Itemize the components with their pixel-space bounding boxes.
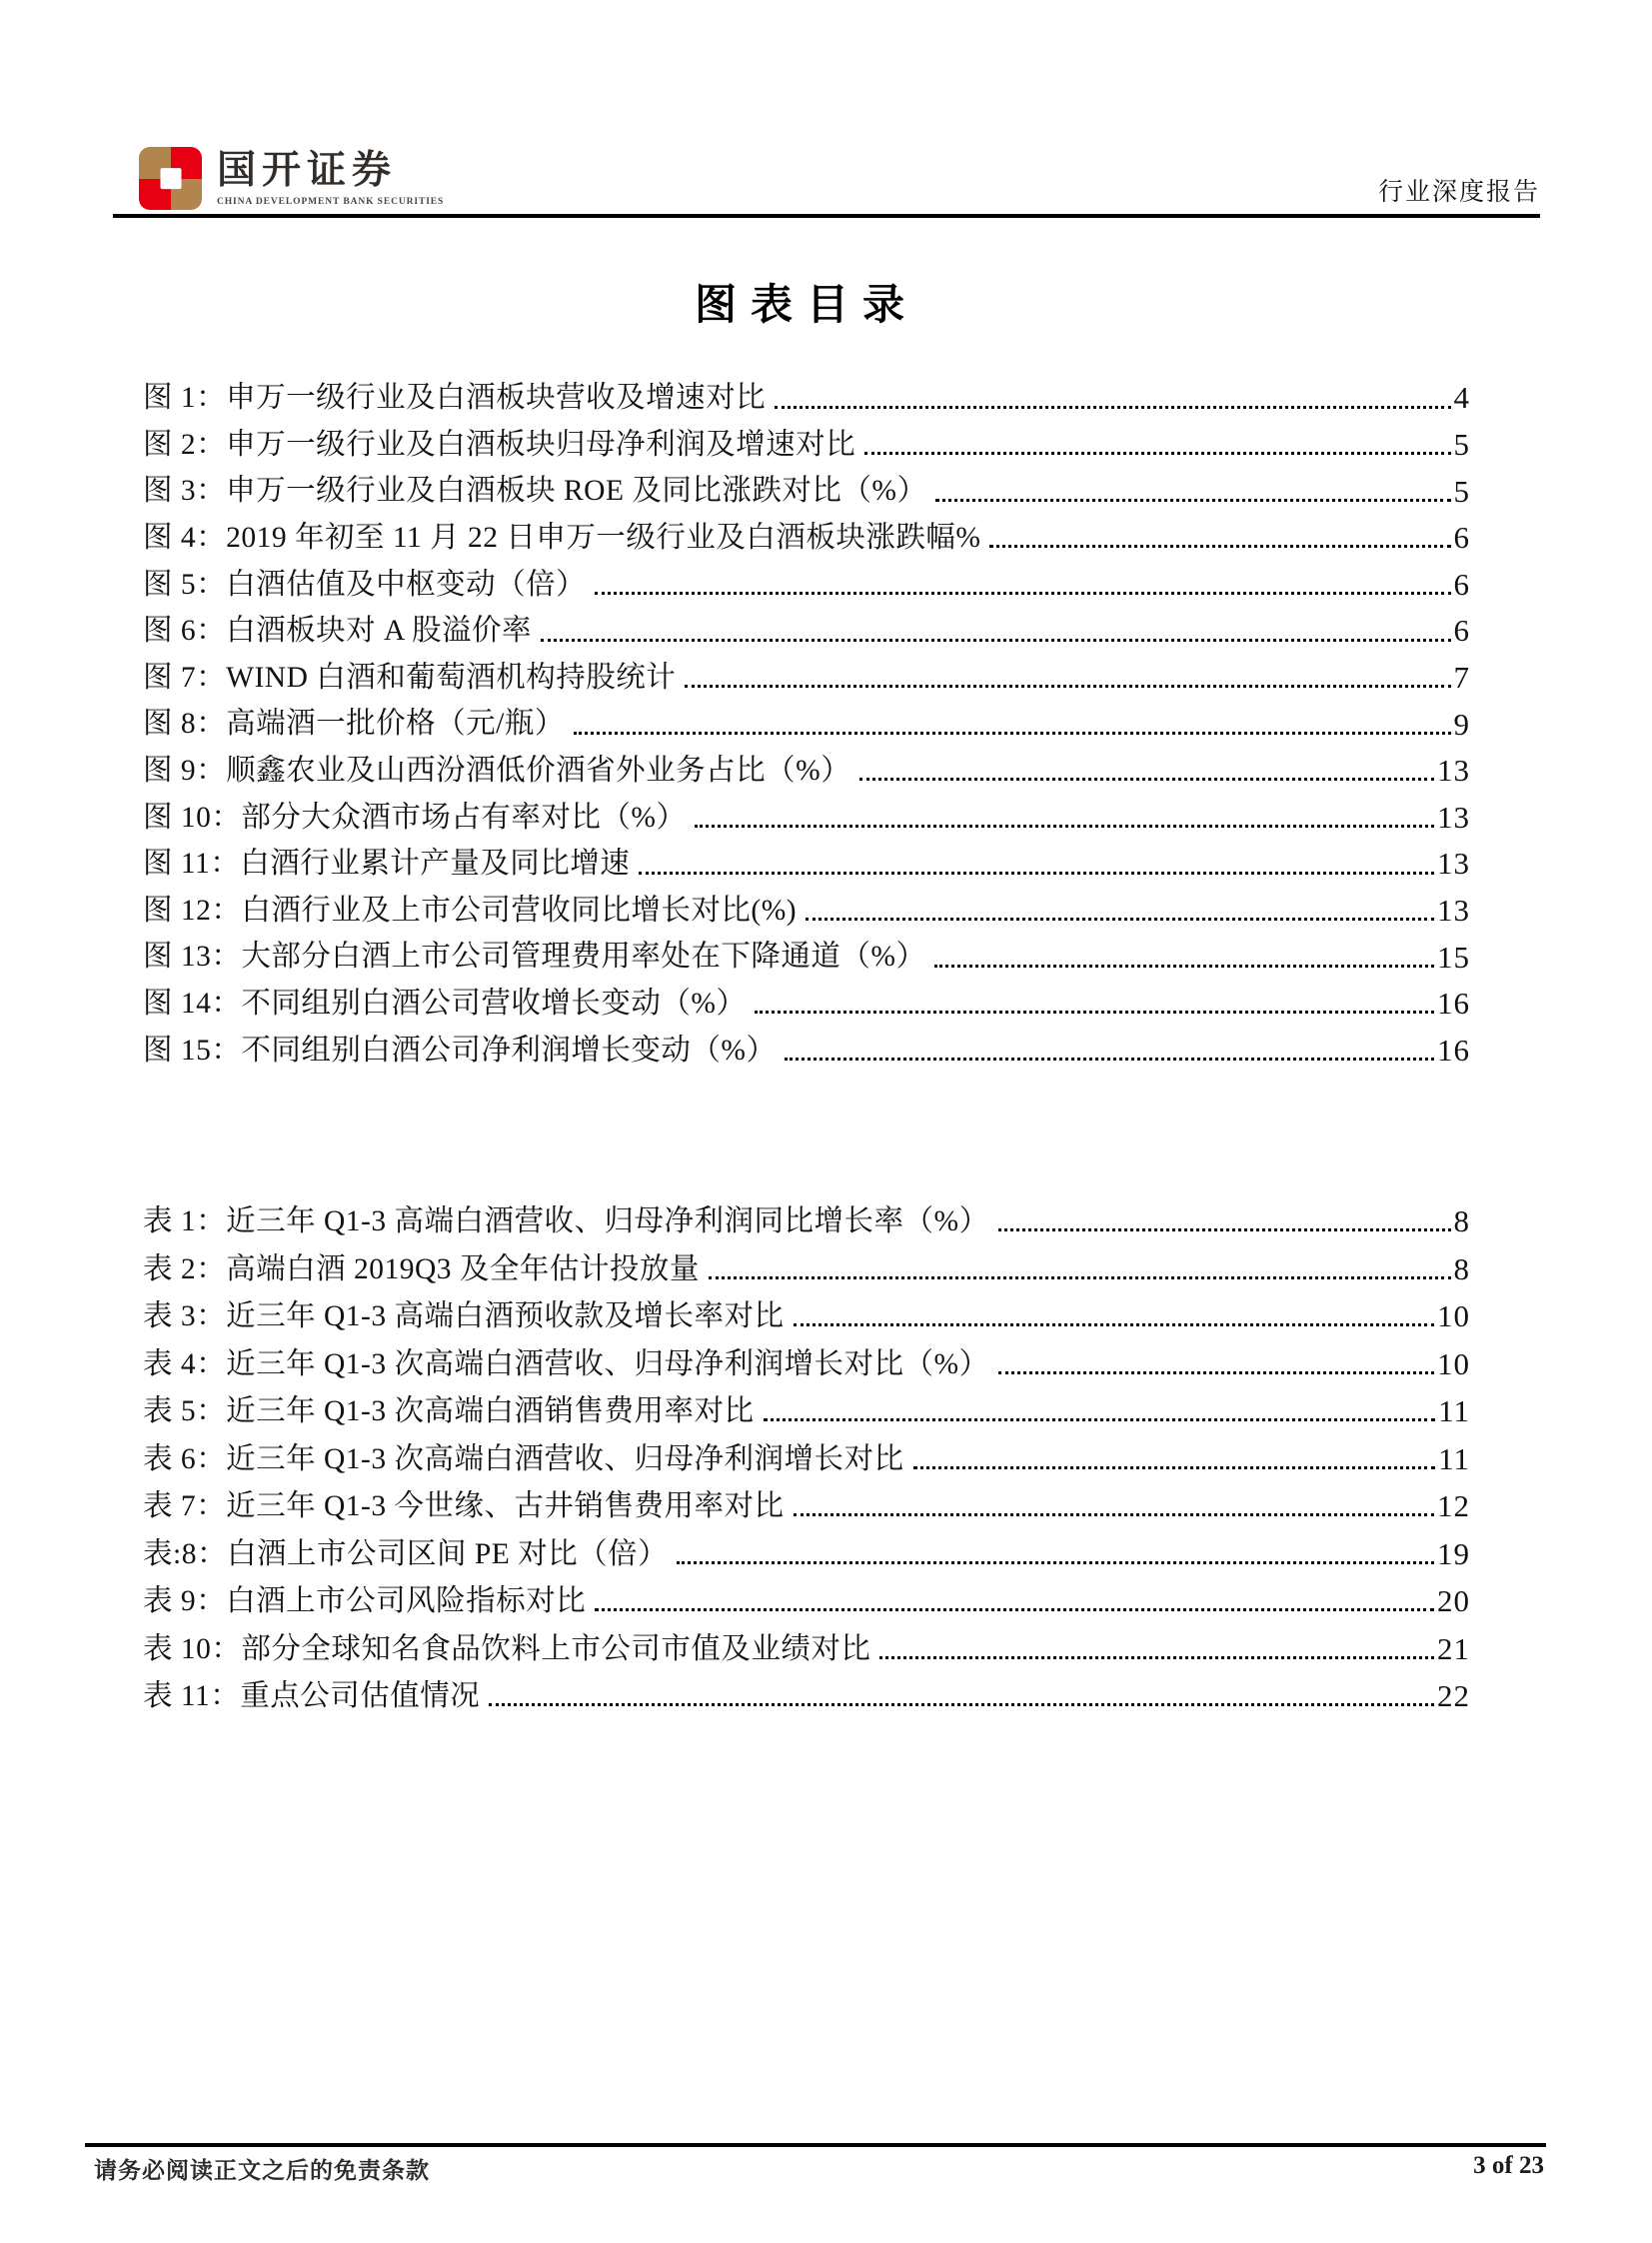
toc-entry-page-number: 8: [1453, 1203, 1470, 1239]
figures-toc-list: [143, 370, 1470, 1069]
toc-table-entry[interactable]: [143, 1192, 1470, 1240]
dot-leader: [806, 918, 1434, 921]
toc-figure-entry[interactable]: [143, 976, 1470, 1023]
dot-leader: [935, 499, 1450, 502]
dot-leader: [595, 1608, 1434, 1611]
toc-figure-entry[interactable]: [143, 789, 1470, 836]
toc-entry-page-number: 12: [1437, 1488, 1470, 1524]
toc-entry-label: 图 3：申万一级行业及白酒板块 ROE 及同比涨跌对比（%）: [143, 475, 927, 508]
footer-page-indicator: 3 of 23: [1473, 2152, 1544, 2179]
dot-leader: [998, 1371, 1434, 1374]
toc-figure-entry[interactable]: [143, 417, 1470, 464]
toc-entry-page-number: 11: [1438, 1393, 1470, 1429]
dot-leader: [709, 1276, 1451, 1279]
brand-name-en: CHINA DEVELOPMENT BANK SECURITIES: [217, 196, 445, 207]
dot-leader: [794, 1323, 1434, 1326]
toc-content: [143, 0, 1470, 1714]
toc-entry-page-number: 13: [1437, 799, 1470, 835]
brand-name-cn: 国开证券: [217, 148, 398, 192]
toc-figure-entry[interactable]: [143, 463, 1470, 510]
dot-leader: [677, 1561, 1434, 1564]
toc-entry-page-number: 4: [1453, 380, 1470, 416]
toc-table-entry[interactable]: [143, 1382, 1470, 1430]
toc-table-entry[interactable]: [143, 1429, 1470, 1477]
toc-entry-page-number: 10: [1437, 1345, 1470, 1381]
toc-table-entry[interactable]: [143, 1572, 1470, 1620]
dot-leader: [859, 778, 1434, 781]
toc-entry-label: 图 13：大部分白酒上市公司管理费用率处在下降通道（%）: [143, 941, 926, 974]
report-type-label: 行业深度报告: [1377, 179, 1540, 206]
toc-table-entry[interactable]: [143, 1619, 1470, 1667]
page-footer: [85, 2143, 1546, 2185]
toc-entry-page-number: 9: [1453, 706, 1470, 742]
toc-entry-label: 图 4：2019 年初至 11 月 22 日申万一级行业及白酒板块涨跌幅%: [143, 521, 981, 554]
dot-leader: [685, 685, 1450, 688]
toc-entry-label: 图 7：WIND 白酒和葡萄酒机构持股统计: [143, 661, 677, 694]
toc-entry-page-number: 13: [1437, 753, 1470, 789]
toc-figure-entry[interactable]: [143, 696, 1470, 743]
toc-entry-page-number: 6: [1453, 566, 1470, 602]
toc-entry-label: 表:8：白酒上市公司区间 PE 对比（倍）: [143, 1537, 669, 1570]
toc-entry-label: 图 5：白酒估值及中枢变动（倍）: [143, 568, 587, 601]
toc-figure-entry[interactable]: [143, 929, 1470, 976]
toc-entry-page-number: 13: [1437, 846, 1470, 882]
footer-disclaimer: 请务必阅读正文之后的免责条款: [94, 2158, 430, 2183]
toc-figure-entry[interactable]: [143, 836, 1470, 883]
toc-table-entry[interactable]: [143, 1667, 1470, 1715]
toc-entry-label: 表 1：近三年 Q1-3 高端白酒营收、归母净利润同比增长率（%）: [143, 1205, 989, 1238]
toc-entry-page-number: 19: [1437, 1535, 1470, 1571]
toc-entry-label: 表 7：近三年 Q1-3 今世缘、古井销售费用率对比: [143, 1490, 785, 1523]
toc-figure-entry[interactable]: [143, 883, 1470, 930]
dot-leader: [879, 1656, 1434, 1659]
toc-entry-page-number: 8: [1453, 1250, 1470, 1286]
toc-entry-label: 图 11：白酒行业累计产量及同比增速: [143, 848, 631, 881]
toc-figure-entry[interactable]: [143, 743, 1470, 790]
toc-entry-label: 表 5：近三年 Q1-3 次高端白酒销售费用率对比: [143, 1395, 755, 1428]
dot-leader: [794, 1513, 1434, 1516]
toc-entry-page-number: 10: [1437, 1298, 1470, 1334]
page-title: 图表目录: [694, 283, 918, 329]
dot-leader: [695, 825, 1434, 828]
toc-entry-label: 表 3：近三年 Q1-3 高端白酒预收款及增长率对比: [143, 1300, 785, 1333]
dot-leader: [785, 1058, 1434, 1061]
dot-leader: [755, 1011, 1434, 1014]
toc-entry-page-number: 21: [1437, 1630, 1470, 1666]
toc-entry-label: 表 2：高端白酒 2019Q3 及全年估计投放量: [143, 1252, 700, 1285]
toc-figure-entry[interactable]: [143, 370, 1470, 417]
dot-leader: [864, 452, 1450, 455]
dot-leader: [934, 965, 1434, 968]
toc-entry-label: 图 1：申万一级行业及白酒板块营收及增速对比: [143, 382, 767, 415]
toc-entry-page-number: 15: [1437, 939, 1470, 975]
dot-leader: [775, 406, 1450, 409]
toc-entry-label: 表 10：部分全球知名食品饮料上市公司市值及业绩对比: [143, 1632, 871, 1665]
dot-leader: [639, 872, 1434, 875]
toc-entry-page-number: 20: [1437, 1583, 1470, 1619]
toc-table-entry[interactable]: [143, 1287, 1470, 1335]
toc-entry-label: 图 12：白酒行业及上市公司营收同比增长对比(%): [143, 894, 798, 927]
toc-entry-label: 图 6：白酒板块对 A 股溢价率: [143, 615, 533, 648]
toc-figure-entry[interactable]: [143, 510, 1470, 557]
tables-toc-list: [143, 1192, 1470, 1715]
toc-entry-label: 图 8：高端酒一批价格（元/瓶）: [143, 708, 565, 741]
dot-leader: [913, 1466, 1436, 1469]
toc-entry-page-number: 16: [1437, 986, 1470, 1022]
toc-entry-label: 图 15：不同组别白酒公司净利润增长变动（%）: [143, 1034, 777, 1067]
toc-entry-page-number: 7: [1453, 659, 1470, 695]
toc-entry-page-number: 6: [1453, 520, 1470, 556]
toc-entry-page-number: 5: [1453, 427, 1470, 462]
toc-entry-page-number: 16: [1437, 1032, 1470, 1068]
toc-entry-page-number: 6: [1453, 613, 1470, 649]
toc-entry-page-number: 13: [1437, 892, 1470, 928]
dot-leader: [764, 1418, 1436, 1421]
dot-leader: [595, 592, 1450, 595]
dot-leader: [574, 732, 1451, 735]
toc-entry-label: 表 9：白酒上市公司风险指标对比: [143, 1585, 587, 1618]
toc-entry-label: 图 2：申万一级行业及白酒板块归母净利润及增速对比: [143, 428, 856, 461]
toc-table-entry[interactable]: [143, 1239, 1470, 1287]
toc-figure-entry[interactable]: [143, 1022, 1470, 1069]
toc-table-entry[interactable]: [143, 1524, 1470, 1572]
toc-entry-page-number: 11: [1438, 1440, 1470, 1476]
toc-figure-entry[interactable]: [143, 556, 1470, 603]
toc-figure-entry[interactable]: [143, 650, 1470, 697]
dot-leader: [541, 639, 1450, 642]
dot-leader: [489, 1703, 1434, 1706]
toc-entry-label: 图 10：部分大众酒市场占有率对比（%）: [143, 801, 687, 834]
toc-entry-label: 表 6：近三年 Q1-3 次高端白酒营收、归母净利润增长对比: [143, 1442, 904, 1475]
dot-leader: [998, 1228, 1451, 1231]
toc-entry-label: 图 9：顺鑫农业及山西汾酒低价酒省外业务占比（%）: [143, 754, 851, 787]
toc-entry-label: 表 11：重点公司估值情况: [143, 1680, 481, 1713]
toc-figure-entry[interactable]: [143, 603, 1470, 650]
toc-table-entry[interactable]: [143, 1334, 1470, 1382]
toc-entry-label: 表 4：近三年 Q1-3 次高端白酒营收、归母净利润增长对比（%）: [143, 1347, 989, 1380]
toc-entry-label: 图 14：不同组别白酒公司营收增长变动（%）: [143, 987, 747, 1020]
toc-entry-page-number: 22: [1437, 1678, 1470, 1714]
toc-entry-page-number: 5: [1453, 473, 1470, 509]
dot-leader: [989, 545, 1450, 548]
toc-table-entry[interactable]: [143, 1477, 1470, 1525]
